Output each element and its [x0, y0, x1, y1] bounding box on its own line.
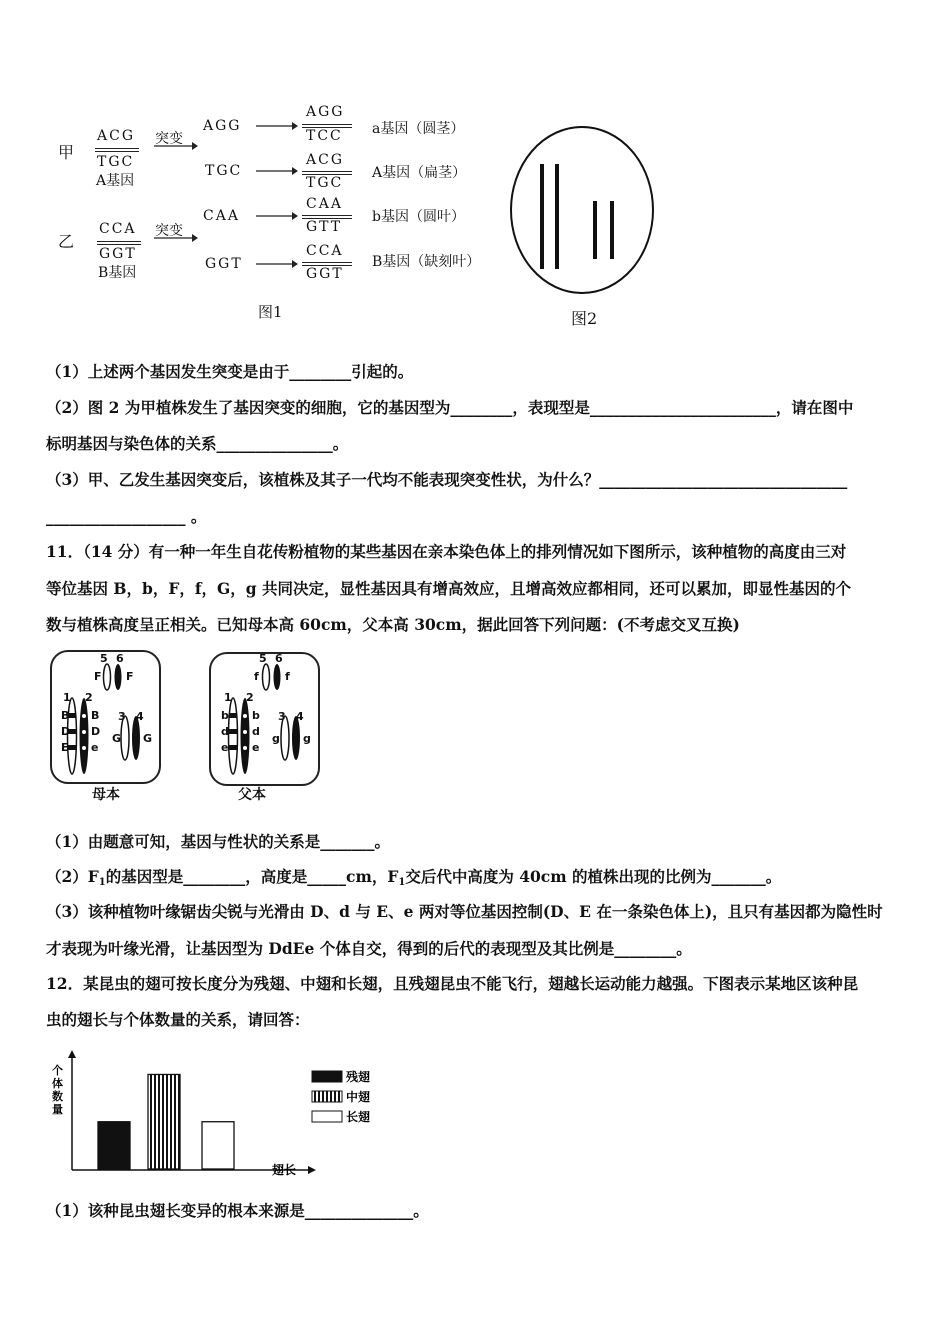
q11-part1: （1）由题意可知，基因与性状的关系是_______。	[46, 832, 391, 851]
legend-label-中翅: 中翅	[346, 1090, 371, 1104]
divider-line	[97, 244, 141, 245]
q11-intro-line3: 数与植株高度呈正相关。已知母本高 60cm，父本高 30cm，据此回答下列问题：(不考虑交叉互换)	[46, 615, 740, 634]
mutation-label-jia: 突变	[155, 131, 183, 147]
q10-part3-line1: （3）甲、乙发生基因突变后，该植株及其子一代均不能表现突变性状，为什么？________________________________	[46, 470, 848, 489]
figure-1-caption: 图1	[258, 303, 283, 321]
mother-g2a: B	[91, 709, 100, 722]
jia-bottom-strand: TGC	[97, 154, 135, 170]
mother-g6: F	[126, 670, 134, 683]
row1-top: AGG	[306, 104, 345, 120]
row3-bottom: GTT	[306, 219, 343, 235]
row4-label: B基因（缺刻叶）	[372, 254, 481, 270]
x-axis-arrow	[308, 1166, 316, 1174]
father-n1: 1	[224, 691, 232, 704]
row4-arrow	[254, 258, 298, 270]
gene-locus	[243, 746, 247, 750]
yi-top-strand: CCA	[99, 221, 137, 237]
row2-label: A基因（扁茎）	[372, 165, 467, 181]
row2-arrow	[254, 165, 298, 177]
yi-gene-label: B基因	[98, 265, 137, 281]
figure-2-cell	[505, 124, 660, 296]
mutation-arrow-jia	[152, 140, 198, 152]
bar-中翅	[148, 1074, 180, 1169]
gene-locus	[82, 730, 86, 734]
father-n2: 2	[246, 691, 254, 704]
q12-intro-line2: 虫的翅长与个体数量的关系，请回答：	[46, 1010, 310, 1029]
q11-part2-b: 的基因型是________，高度是_____cm，F	[105, 867, 399, 886]
row2-template: TGC	[205, 163, 243, 179]
mother-n2: 2	[85, 691, 93, 704]
row1-label: a基因（圆茎）	[372, 121, 465, 137]
chromosome-1	[229, 698, 238, 774]
mother-g4: G	[143, 732, 153, 745]
divider-line	[95, 148, 139, 149]
divider-line	[302, 124, 352, 125]
row3-top: CAA	[306, 196, 343, 212]
jia-top-strand: ACG	[97, 128, 136, 144]
row2-top: ACG	[306, 152, 345, 168]
label-jia: 甲	[58, 143, 75, 162]
figure-1	[0, 0, 500, 330]
row4-bottom: GGT	[306, 266, 344, 282]
chromosome-6	[274, 664, 281, 690]
row1-arrow	[254, 120, 298, 132]
mother-g1b: D	[61, 725, 71, 738]
q11-part3-line2: 才表现为叶缘光滑，让基因型为 DdEe 个体自交，得到的后代的表现型及其比例是________。	[46, 939, 692, 958]
mother-n6: 6	[116, 652, 124, 665]
chromosome-5	[104, 664, 111, 690]
row2-bottom: TGC	[306, 175, 344, 191]
father-cell-diagram	[209, 652, 319, 787]
divider-line	[95, 151, 139, 152]
gene-locus	[229, 713, 237, 718]
father-g2a: b	[252, 709, 260, 722]
row3-label: b基因（圆叶）	[372, 209, 465, 225]
legend-swatch-残翅	[312, 1071, 342, 1082]
mother-g5: F	[94, 670, 102, 683]
mother-g1c: E	[61, 741, 69, 754]
legend-swatch-长翅	[312, 1111, 342, 1122]
gene-locus	[229, 745, 237, 750]
gene-locus	[243, 730, 247, 734]
wing-length-chart	[50, 1048, 390, 1183]
q11-part2-sub2: 1	[398, 877, 406, 888]
legend-label-残翅: 残翅	[346, 1070, 371, 1084]
q11-part2-sub1: 1	[98, 877, 106, 888]
mother-g3: G	[112, 732, 122, 745]
father-g3: g	[272, 732, 280, 745]
row1-bottom: TCC	[306, 128, 343, 144]
chromosome-5	[263, 664, 270, 690]
q11-intro-line1: 11．（14 分）有一种一年生自花传粉植物的某些基因在亲本染色体上的排列情况如下图所示，该种植物的高度由三对	[46, 542, 847, 561]
mother-cell-diagram	[50, 650, 160, 785]
jia-gene-label: A基因	[96, 173, 135, 189]
y-axis-arrow	[68, 1050, 76, 1058]
cell-membrane	[511, 127, 653, 293]
mother-n3: 3	[118, 710, 126, 723]
yi-bottom-strand: GGT	[99, 246, 137, 262]
father-g4: g	[303, 732, 311, 745]
row3-template: CAA	[203, 208, 240, 224]
row1-template: AGG	[203, 118, 242, 134]
chromosome-6	[115, 664, 122, 690]
figure-2-caption: 图2	[571, 309, 598, 328]
q11-part2	[46, 865, 781, 888]
father-g1c: e	[221, 741, 229, 754]
mother-label: 母本	[92, 787, 120, 803]
father-g6: f	[285, 670, 290, 683]
gene-locus	[82, 746, 86, 750]
gene-locus	[82, 714, 86, 718]
divider-line	[302, 262, 352, 263]
father-n6: 6	[275, 652, 283, 665]
x-axis-label: 翅长	[272, 1163, 297, 1177]
bar-长翅	[202, 1122, 234, 1169]
father-label: 父本	[238, 787, 266, 803]
chromosome-2	[80, 698, 89, 774]
q10-part2-line1: （2）图 2 为甲植株发生了基因突变的细胞，它的基因型为________，表现型是________________________，请在图中	[46, 398, 854, 417]
mother-n1: 1	[63, 691, 71, 704]
y-axis-label: 个体数量	[52, 1064, 63, 1116]
q11-part2-c: 交后代中高度为 40cm 的植株出现的比例为_______。	[405, 867, 782, 886]
father-n4: 4	[296, 710, 304, 723]
divider-line	[302, 215, 352, 216]
gene-locus	[243, 714, 247, 718]
mother-g1a: B	[61, 709, 70, 722]
bar-残翅	[98, 1122, 130, 1169]
label-yi: 乙	[58, 232, 75, 251]
legend-label-长翅: 长翅	[346, 1110, 371, 1124]
divider-line	[302, 171, 352, 172]
gene-locus	[229, 729, 237, 734]
father-g2c: e	[252, 741, 260, 754]
father-g5: f	[254, 670, 259, 683]
mutation-arrow-yi	[152, 232, 198, 244]
row4-top: CCA	[306, 243, 344, 259]
q11-part2-a: （2）F	[46, 867, 99, 886]
father-g1a: b	[221, 709, 229, 722]
q12-part1: （1）该种昆虫翅长变异的根本来源是______________。	[46, 1201, 429, 1220]
q12-intro-line1: 12．某昆虫的翅可按长度分为残翅、中翅和长翅，且残翅昆虫不能飞行，翅越长运动能力越强。下图表示某地区该种昆	[46, 974, 859, 993]
q11-intro-line2: 等位基因 B，b，F，f，G，g 共同决定，显性基因具有增高效应，且增高效应都相同，还可以累加，即显性基因的个	[46, 579, 851, 598]
father-g1b: d	[221, 725, 229, 738]
mother-g2c: e	[91, 741, 99, 754]
row4-template: GGT	[205, 256, 243, 272]
q11-part3-line1: （3）该种植物叶缘锯齿尖锐与光滑由 D、d 与 E、e 两对等位基因控制(D、E 在一条染色体上)，且只有基因都为隐性时	[46, 902, 883, 921]
father-n5: 5	[259, 652, 267, 665]
chromosome-2	[241, 698, 250, 774]
q10-part2-line2: 标明基因与染色体的关系_______________。	[46, 434, 349, 453]
father-n3: 3	[278, 710, 286, 723]
father-g2b: d	[252, 725, 260, 738]
legend-swatch-中翅	[312, 1091, 342, 1102]
q10-part1: （1）上述两个基因发生突变是由于________引起的。	[46, 362, 414, 381]
gene-locus	[68, 745, 76, 750]
q10-part3-line2: __________________ 。	[46, 507, 207, 526]
mother-g2b: D	[91, 725, 101, 738]
mutation-label-yi: 突变	[155, 223, 183, 239]
mother-n4: 4	[136, 710, 144, 723]
mother-n5: 5	[100, 652, 108, 665]
divider-line	[97, 241, 141, 242]
row3-arrow	[254, 210, 298, 222]
